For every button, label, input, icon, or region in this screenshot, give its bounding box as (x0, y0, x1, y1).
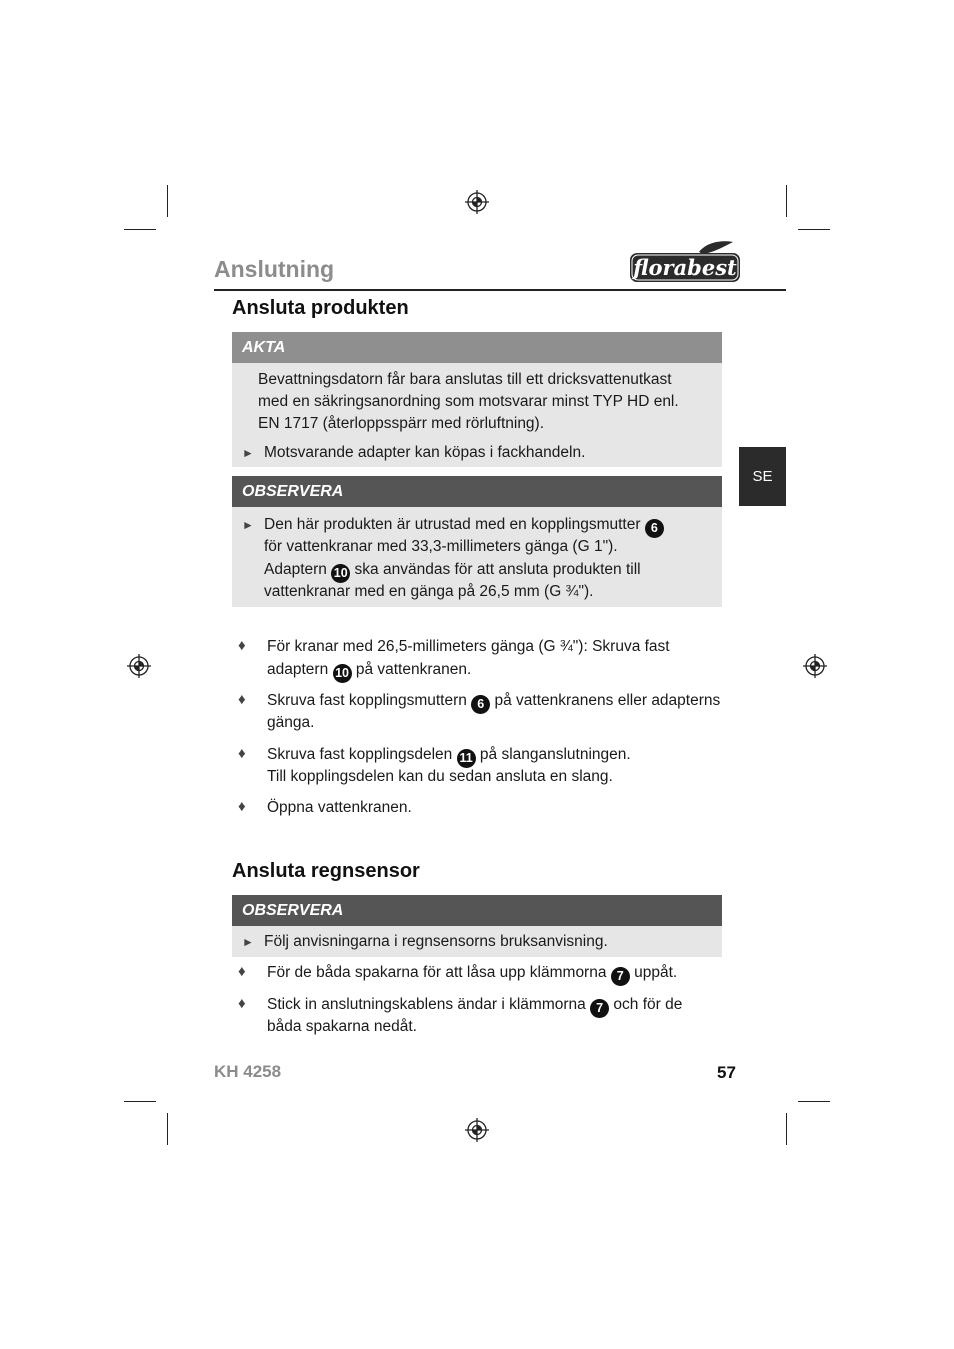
title-divider (214, 289, 786, 291)
crop-mark (124, 229, 156, 230)
florabest-logo (629, 240, 741, 284)
part-number-badge: 11 (457, 749, 476, 768)
part-number-badge: 6 (471, 695, 490, 714)
crop-mark (124, 1101, 156, 1102)
registration-mark-icon (802, 653, 828, 679)
observera-line: Den här produkten är utrustad med en kopplingsmutter 6 (264, 514, 664, 538)
akta-paragraph-line: med en säkringsanordning som motsvarar minst TYP HD enl. (258, 393, 679, 410)
crop-mark (798, 1101, 830, 1102)
registration-mark-icon (464, 1117, 490, 1143)
list-item: adaptern 10 på vattenkranen. (267, 659, 471, 683)
registration-mark-icon (464, 189, 490, 215)
akta-paragraph-line: Bevattningsdatorn får bara anslutas till ett dricksvattenutkast (258, 371, 672, 388)
bullet-diamond-icon: ♦ (238, 798, 246, 815)
crop-mark (786, 185, 787, 217)
section-heading: Ansluta regnsensor (232, 860, 420, 882)
bullet-diamond-icon: ♦ (238, 995, 246, 1012)
observera-arrow-item: Följ anvisningarna i regnsensorns bruksanvisning. (264, 933, 608, 950)
list-item: gänga. (267, 714, 315, 731)
list-item: Öppna vattenkranen. (267, 799, 412, 816)
crop-mark (167, 185, 168, 217)
list-item: båda spakarna nedåt. (267, 1018, 417, 1035)
crop-mark (786, 1113, 787, 1145)
list-item: Skruva fast kopplingsmuttern 6 på vattenkranens eller adapterns (267, 690, 720, 714)
page-section-title: Anslutning (214, 256, 335, 282)
crop-mark (798, 229, 830, 230)
observera-line: Adaptern 10 ska användas för att ansluta produkten till (264, 559, 641, 583)
part-number-badge: 10 (331, 564, 350, 583)
crop-mark (167, 1113, 168, 1145)
registration-mark-icon (126, 653, 152, 679)
observera-line: för vattenkranar med 33,3-millimeters gänga (G 1"). (264, 538, 618, 555)
list-item: Stick in anslutningskablens ändar i klämmorna 7 och för de (267, 994, 682, 1018)
akta-arrow-item: Motsvarande adapter kan köpas i fackhandeln. (264, 444, 586, 461)
part-number-badge: 6 (645, 519, 664, 538)
list-item: För kranar med 26,5-millimeters gänga (G ¾"): Skruva fast (267, 638, 670, 655)
bullet-diamond-icon: ♦ (238, 637, 246, 654)
bullet-diamond-icon: ♦ (238, 691, 246, 708)
observera-label: OBSERVERA (232, 476, 722, 507)
part-number-badge: 7 (590, 999, 609, 1018)
akta-label: AKTA (232, 332, 722, 363)
arrow-icon: ► (242, 446, 254, 460)
bullet-diamond-icon: ♦ (238, 963, 246, 980)
part-number-badge: 10 (333, 664, 352, 683)
list-item: Skruva fast kopplingsdelen 11 på slanganslutningen. (267, 744, 631, 768)
list-item: Till kopplingsdelen kan du sedan ansluta en slang. (267, 768, 613, 785)
bullet-diamond-icon: ♦ (238, 745, 246, 762)
list-item: För de båda spakarna för att låsa upp klämmorna 7 uppåt. (267, 962, 677, 986)
part-number-badge: 7 (611, 967, 630, 986)
page-number: 57 (717, 1063, 736, 1082)
language-tab: SE (739, 447, 786, 506)
observera-label: OBSERVERA (232, 895, 722, 926)
observera-line: vattenkranar med en gänga på 26,5 mm (G ¾"). (264, 583, 594, 600)
section-heading: Ansluta produkten (232, 297, 409, 319)
arrow-icon: ► (242, 518, 254, 532)
footer-model-number: KH 4258 (214, 1062, 282, 1081)
akta-paragraph-line: EN 1717 (återloppsspärr med rörluftning). (258, 415, 545, 432)
arrow-icon: ► (242, 935, 254, 949)
svg-text:florabest: florabest (633, 255, 737, 280)
